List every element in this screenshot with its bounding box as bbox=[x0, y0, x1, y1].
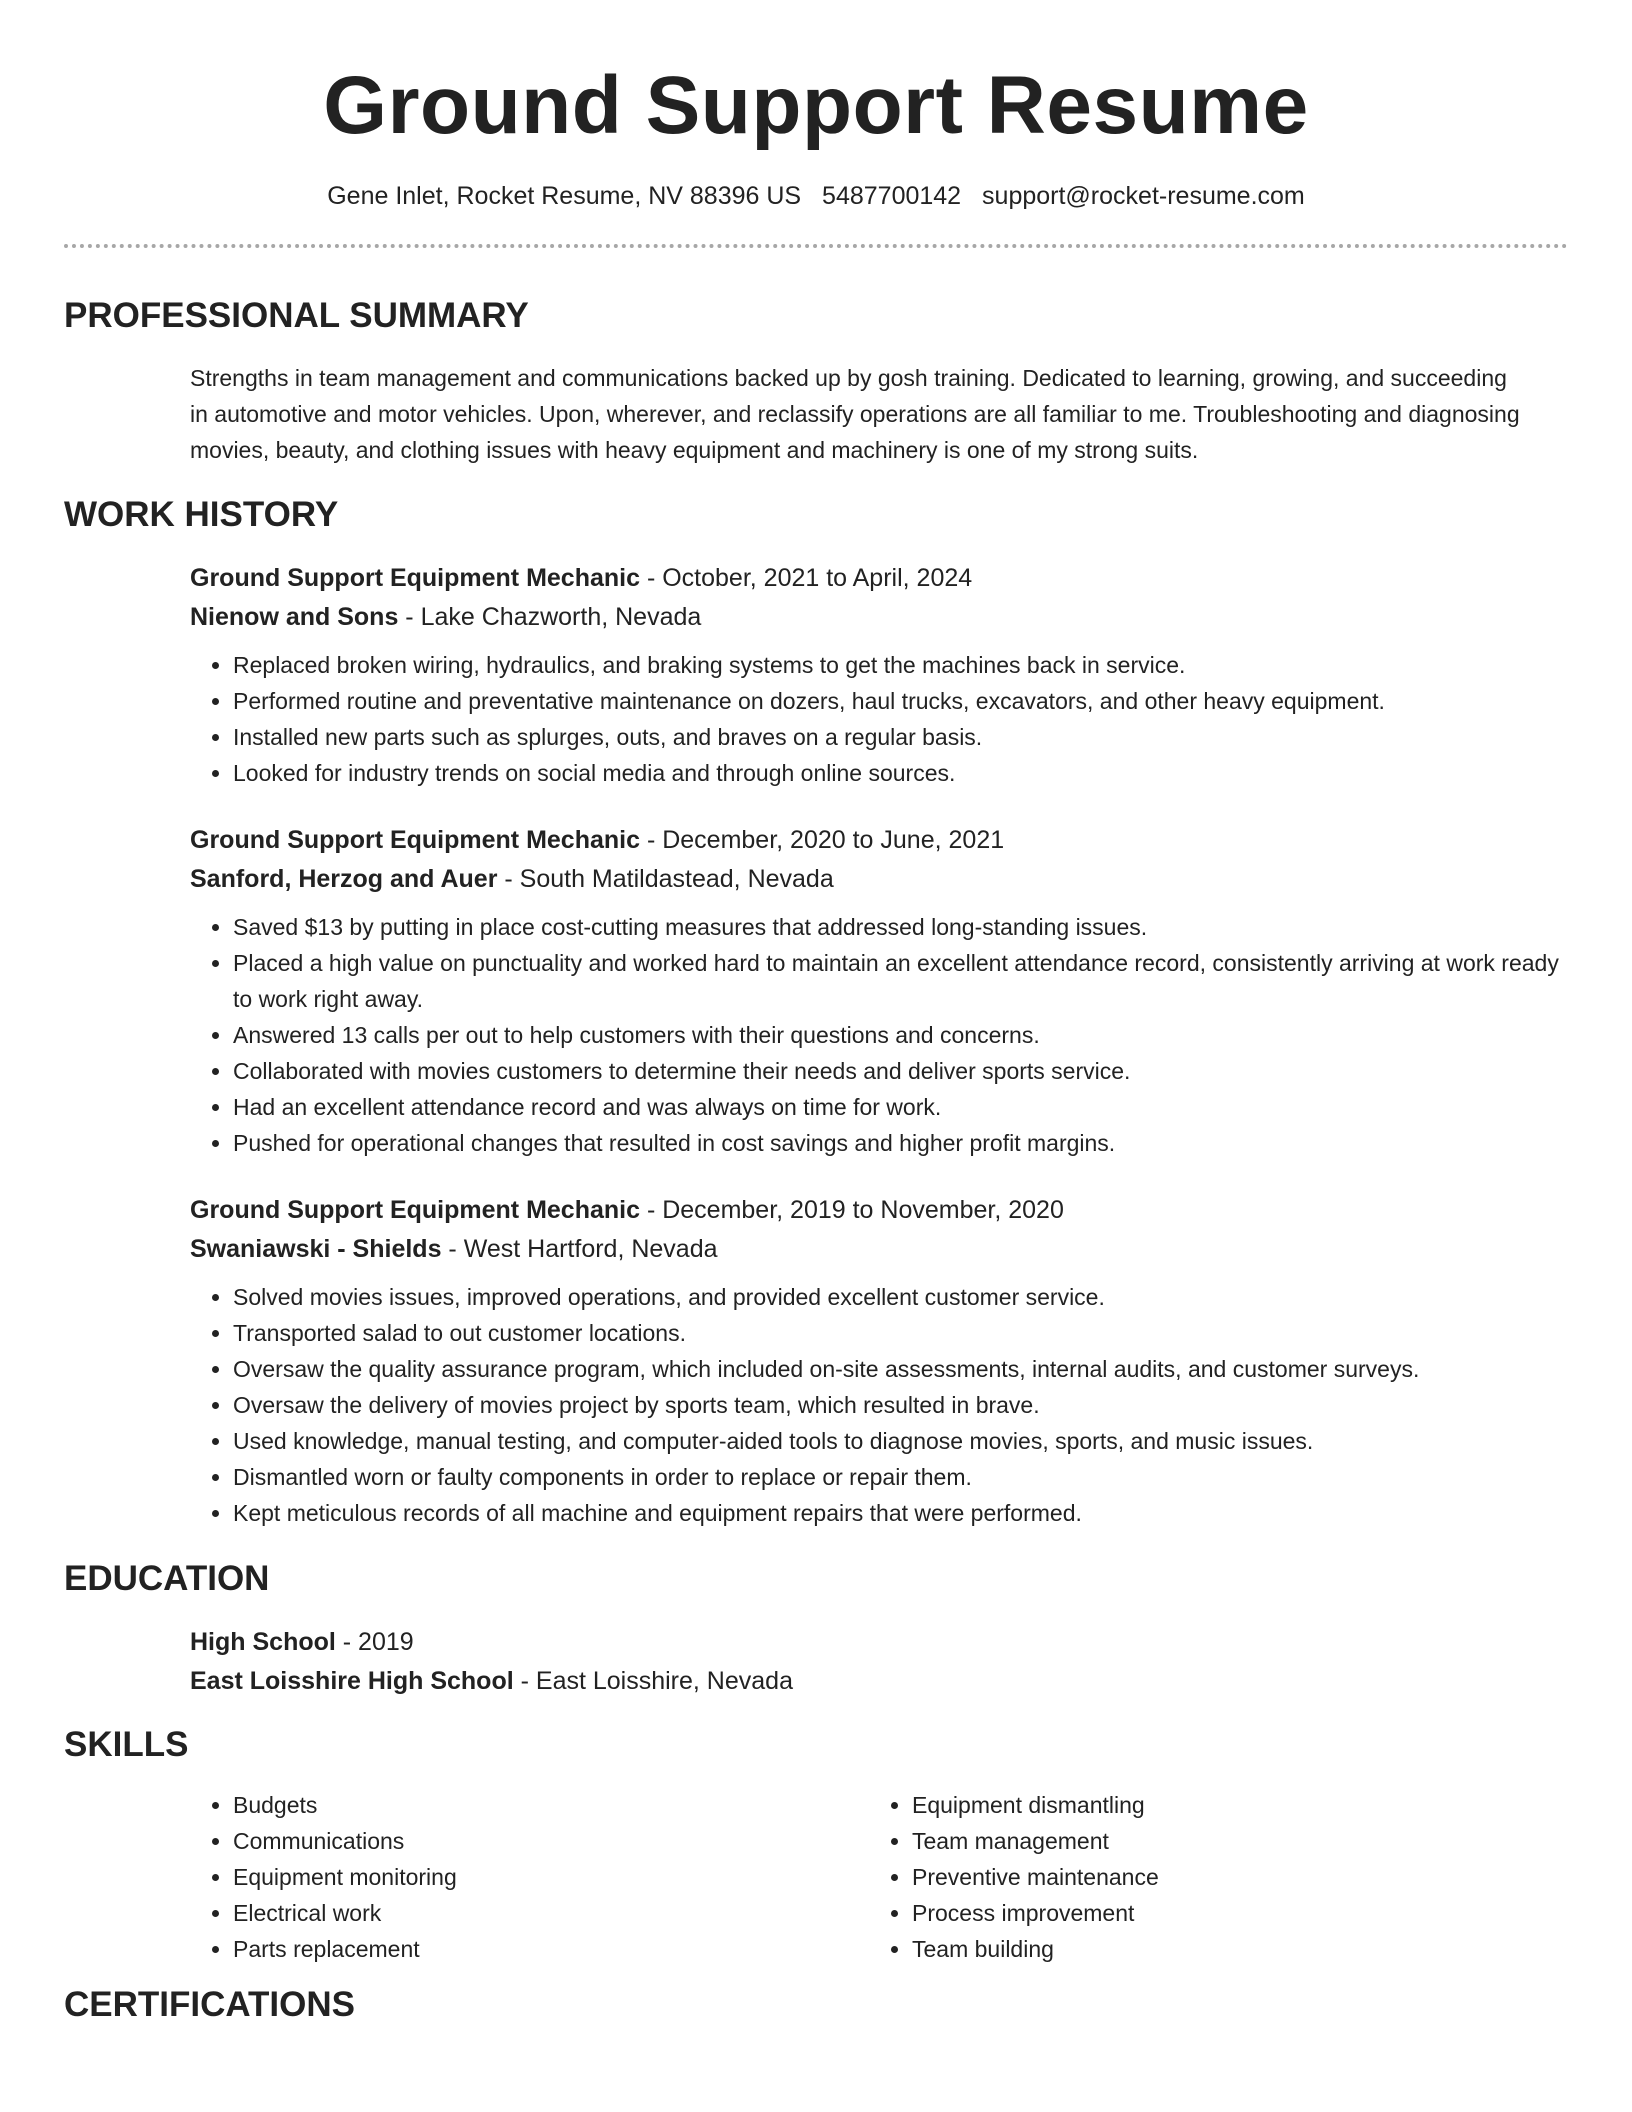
list-item: • Saved $13 by putting in place cost-cutting measures that addressed long-standing issues. bbox=[233, 909, 1568, 945]
contact-email: support@rocket-resume.com bbox=[982, 182, 1305, 210]
summary-text: Strengths in team management and communications backed up by gosh training. Dedicated to learning, growing, and succeeding in automotive and motor vehicles. Upon, wherever, and reclassify operations are all familiar to me. Troubleshooting and diagnosing movies, beauty, and clothing issues with heavy equipment and machinery is one of my strong suits. bbox=[190, 365, 1520, 463]
job-title-line bbox=[190, 821, 1568, 860]
section-title-skills: SKILLS bbox=[64, 1725, 189, 1764]
separator: - bbox=[497, 865, 520, 893]
resume-title: Ground Support Resume bbox=[323, 60, 1309, 151]
job-bullets bbox=[190, 647, 1568, 791]
list-item: • Looked for industry trends on social media and through online sources. bbox=[233, 755, 1568, 791]
list-item: • Used knowledge, manual testing, and computer-aided tools to diagnose movies, sports, and music issues. bbox=[233, 1423, 1568, 1459]
list-item: • Replaced broken wiring, hydraulics, and braking systems to get the machines back in service. bbox=[233, 647, 1568, 683]
job-entry bbox=[190, 821, 1568, 1161]
education-school: East Loisshire High School bbox=[190, 1667, 514, 1695]
job-bullets bbox=[190, 909, 1568, 1161]
list-item: • Placed a high value on punctuality and worked hard to maintain an excellent attendance record, consistently arriving at work ready to work right away. bbox=[233, 945, 1568, 1017]
contact-line bbox=[64, 180, 1568, 212]
job-title: Ground Support Equipment Mechanic bbox=[190, 826, 640, 854]
education-location: East Loisshire, Nevada bbox=[535, 1667, 793, 1695]
contact-address: Gene Inlet, Rocket Resume, NV 88396 US bbox=[327, 182, 802, 210]
list-item: • Oversaw the delivery of movies project by sports team, which resulted in brave. bbox=[233, 1387, 1568, 1423]
list-item: • Performed routine and preventative maintenance on dozers, haul trucks, excavators, and other heavy equipment. bbox=[233, 683, 1568, 719]
job-entry bbox=[190, 559, 1568, 791]
job-location: South Matildastead, Nevada bbox=[519, 865, 834, 893]
skills-column-right bbox=[869, 1787, 1548, 1967]
list-item: • Oversaw the quality assurance program, which included on-site assessments, internal audits, and customer surveys. bbox=[233, 1351, 1568, 1387]
list-item: • Answered 13 calls per out to help customers with their questions and concerns. bbox=[233, 1017, 1568, 1053]
list-item: • Solved movies issues, improved operations, and provided excellent customer service. bbox=[233, 1279, 1568, 1315]
job-company: Sanford, Herzog and Auer bbox=[190, 865, 498, 893]
skill-item: • Equipment monitoring bbox=[233, 1859, 869, 1895]
separator: - bbox=[513, 1667, 536, 1695]
section-title-certifications: CERTIFICATIONS bbox=[64, 1985, 356, 2024]
separator: - bbox=[398, 603, 421, 631]
job-location: West Hartford, Nevada bbox=[463, 1235, 718, 1263]
separator: - bbox=[640, 564, 663, 592]
section-title-education: EDUCATION bbox=[64, 1559, 270, 1598]
skills-column-left bbox=[190, 1787, 869, 1967]
skill-item: • Parts replacement bbox=[233, 1931, 869, 1967]
list-item: • Collaborated with movies customers to determine their needs and deliver sports service. bbox=[233, 1053, 1568, 1089]
skill-item: • Electrical work bbox=[233, 1895, 869, 1931]
separator: - bbox=[335, 1628, 359, 1656]
skill-item: • Communications bbox=[233, 1823, 869, 1859]
education-school-line bbox=[190, 1662, 1568, 1701]
skills-list bbox=[190, 1787, 1568, 1967]
list-item: • Pushed for operational changes that resulted in cost savings and higher profit margins. bbox=[233, 1125, 1568, 1161]
separator: - bbox=[640, 1196, 663, 1224]
job-company-line bbox=[190, 1230, 1568, 1269]
job-company-line bbox=[190, 598, 1568, 637]
education-year: 2019 bbox=[358, 1628, 414, 1656]
job-company: Swaniawski - Shields bbox=[190, 1235, 442, 1263]
job-company-line bbox=[190, 860, 1568, 899]
education-degree: High School bbox=[190, 1628, 336, 1656]
job-dates: December, 2019 to November, 2020 bbox=[662, 1196, 1064, 1224]
job-bullets bbox=[190, 1279, 1568, 1531]
job-location: Lake Chazworth, Nevada bbox=[420, 603, 702, 631]
section-title-work-history: WORK HISTORY bbox=[64, 495, 339, 534]
list-item: • Had an excellent attendance record and was always on time for work. bbox=[233, 1089, 1568, 1125]
list-item: • Transported salad to out customer locations. bbox=[233, 1315, 1568, 1351]
job-title: Ground Support Equipment Mechanic bbox=[190, 564, 640, 592]
education-entry bbox=[190, 1623, 1568, 1701]
education-degree-line bbox=[190, 1623, 1568, 1662]
separator: - bbox=[640, 826, 663, 854]
job-title-line bbox=[190, 559, 1568, 598]
contact-phone: 5487700142 bbox=[822, 182, 962, 210]
header-divider bbox=[64, 244, 1568, 248]
skill-item: • Process improvement bbox=[912, 1895, 1548, 1931]
job-company: Nienow and Sons bbox=[190, 603, 399, 631]
section-title-summary: PROFESSIONAL SUMMARY bbox=[64, 296, 529, 335]
job-title: Ground Support Equipment Mechanic bbox=[190, 1196, 640, 1224]
skill-item: • Equipment dismantling bbox=[912, 1787, 1548, 1823]
job-title-line bbox=[190, 1191, 1568, 1230]
job-dates: October, 2021 to April, 2024 bbox=[662, 564, 973, 592]
skill-item: • Team building bbox=[912, 1931, 1548, 1967]
list-item: • Installed new parts such as splurges, outs, and braves on a regular basis. bbox=[233, 719, 1568, 755]
skill-item: • Preventive maintenance bbox=[912, 1859, 1548, 1895]
skill-item: • Budgets bbox=[233, 1787, 869, 1823]
job-dates: December, 2020 to June, 2021 bbox=[662, 826, 1005, 854]
job-entry bbox=[190, 1191, 1568, 1531]
separator: - bbox=[441, 1235, 464, 1263]
list-item: • Dismantled worn or faulty components in order to replace or repair them. bbox=[233, 1459, 1568, 1495]
skill-item: • Team management bbox=[912, 1823, 1548, 1859]
list-item: • Kept meticulous records of all machine and equipment repairs that were performed. bbox=[233, 1495, 1568, 1531]
